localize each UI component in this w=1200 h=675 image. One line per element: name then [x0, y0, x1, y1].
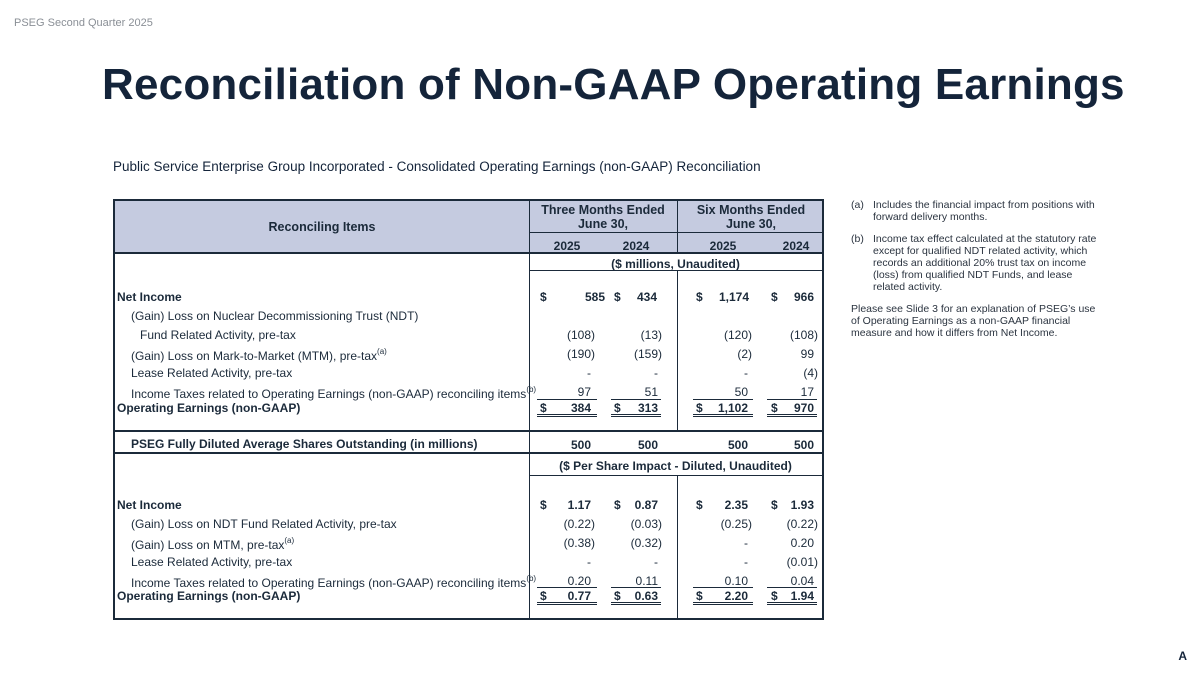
value-cell: (13) [640, 328, 662, 342]
footnote-b-ref: (b) [526, 574, 537, 583]
table-subtitle: Public Service Enterprise Group Incorporated - Consolidated Operating Earnings (non-GAAP) Reconciliation [113, 159, 761, 174]
footnote-a-ref: (a) [377, 347, 387, 356]
value-cell: 313 [637, 401, 658, 415]
value-cell: (108) [789, 328, 818, 342]
dollar-sign: $ [696, 589, 703, 603]
dollar-sign: $ [771, 498, 778, 512]
value-cell: (190) [566, 347, 595, 361]
total-double-line [767, 414, 817, 417]
total-double-line [693, 602, 753, 605]
value-cell: - [587, 366, 591, 380]
total-double-line [537, 414, 597, 417]
row-fund-activity: Fund Related Activity, pre-tax [140, 328, 296, 342]
six-months-header [678, 203, 824, 231]
value-cell: - [587, 555, 591, 569]
col-divider-2a [677, 201, 678, 254]
value-cell: 0.04 [790, 574, 814, 588]
footnote-b-ref: (b) [526, 385, 537, 394]
dollar-sign: $ [540, 401, 547, 415]
value-cell: (0.22) [786, 517, 818, 531]
corner-mark: A [1178, 649, 1187, 663]
value-cell: 2.35 [724, 498, 748, 512]
value-cell: (2) [737, 347, 752, 361]
year-header-q-2024: 2024 [622, 239, 650, 253]
value-cell: - [744, 555, 748, 569]
dollar-sign: $ [614, 498, 621, 512]
footnote-b [851, 233, 1101, 293]
row-net-income-ps: Net Income [117, 498, 182, 512]
dollar-sign: $ [771, 401, 778, 415]
dollar-sign: $ [540, 498, 547, 512]
row-lease-ps: Lease Related Activity, pre-tax [131, 555, 293, 569]
page-title: Reconciliation of Non-GAAP Operating Earnings [102, 60, 1125, 109]
row-lease: Lease Related Activity, pre-tax [131, 366, 293, 380]
three-months-line2: June 30, [577, 217, 629, 231]
value-cell: 1,174 [718, 290, 749, 304]
shares-top-border [115, 430, 822, 432]
six-months-line1: Six Months Ended [696, 203, 806, 217]
value-cell: 966 [793, 290, 814, 304]
row-net-income: Net Income [117, 290, 182, 304]
row-operating-earnings: Operating Earnings (non-GAAP) [117, 401, 301, 415]
value-cell: 384 [570, 401, 591, 415]
value-cell: 0.77 [567, 589, 591, 603]
value-cell: 99 [800, 347, 814, 361]
three-months-header [529, 203, 677, 231]
year-divider-line [529, 232, 822, 233]
value-cell: 500 [570, 438, 591, 452]
value-cell: 0.87 [634, 498, 658, 512]
subtotal-line [537, 587, 597, 588]
value-cell: (0.38) [563, 536, 595, 550]
value-cell: (0.01) [786, 555, 818, 569]
row-income-taxes-label: Income Taxes related to Operating Earnings (non-GAAP) reconciling items [131, 387, 527, 401]
footnote-a-text: Includes the financial impact from positions with forward delivery months. [873, 199, 1095, 223]
year-header-q-2025: 2025 [553, 239, 581, 253]
section2-unit: ($ Per Share Impact - Diluted, Unaudited) [559, 459, 792, 473]
shares-bottom-border [115, 452, 822, 454]
reconciliation-table [113, 199, 824, 620]
value-cell: 50 [734, 385, 748, 399]
header-tag: PSEG Second Quarter 2025 [14, 17, 153, 29]
subtotal-line [767, 399, 817, 400]
value-cell: 0.63 [634, 589, 658, 603]
subtotal-line [537, 399, 597, 400]
dollar-sign: $ [771, 290, 778, 304]
dollar-sign: $ [540, 589, 547, 603]
dollar-sign: $ [614, 401, 621, 415]
footnote-a [851, 199, 1101, 223]
value-cell: (120) [723, 328, 752, 342]
row-income-taxes [131, 385, 536, 401]
six-months-line2: June 30, [725, 217, 777, 231]
value-cell: (108) [566, 328, 595, 342]
row-ndt-gain-loss: (Gain) Loss on Nuclear Decommissioning Trust (NDT) [131, 309, 419, 323]
value-cell: 970 [793, 401, 814, 415]
total-double-line [611, 414, 661, 417]
value-cell: 585 [584, 290, 605, 304]
value-cell: - [654, 555, 658, 569]
total-double-line [611, 602, 661, 605]
value-cell: - [654, 366, 658, 380]
subtotal-line [767, 587, 817, 588]
row-mtm-label: (Gain) Loss on Mark-to-Market (MTM), pre-tax [131, 349, 378, 363]
value-cell: 0.20 [567, 574, 591, 588]
row-income-taxes-ps-label: Income Taxes related to Operating Earnings (non-GAAP) reconciling items [131, 576, 527, 590]
dollar-sign: $ [614, 290, 621, 304]
value-cell: 1,102 [717, 401, 748, 415]
footnote-b-label: (b) [851, 233, 864, 245]
value-cell: 1.94 [790, 589, 814, 603]
value-cell: 500 [637, 438, 658, 452]
total-double-line [537, 602, 597, 605]
footnote-a-label: (a) [851, 199, 864, 211]
col-divider-2b [677, 270, 678, 430]
value-cell: - [744, 536, 748, 550]
footnotes [851, 199, 1101, 339]
value-cell: 51 [644, 385, 658, 399]
row-income-taxes-ps [131, 574, 536, 590]
unit-divider-2 [529, 475, 822, 476]
total-double-line [767, 602, 817, 605]
dollar-sign: $ [614, 589, 621, 603]
slide-reference-note: Please see Slide 3 for an explanation of PSEG’s use of Operating Earnings as a non-GAAP financial measure and how it differs from Net Income. [851, 303, 1096, 339]
value-cell: (0.22) [563, 517, 595, 531]
value-cell: 17 [800, 385, 814, 399]
section1-unit: ($ millions, Unaudited) [611, 257, 740, 271]
value-cell: (4) [803, 366, 818, 380]
row-mtm-ps [131, 536, 294, 552]
value-cell: 1.17 [567, 498, 591, 512]
dollar-sign: $ [771, 589, 778, 603]
three-months-line1: Three Months Ended [541, 203, 665, 217]
value-cell: (0.03) [630, 517, 662, 531]
row-shares: PSEG Fully Diluted Average Shares Outstanding (in millions) [131, 437, 478, 451]
value-cell: - [744, 366, 748, 380]
value-cell: (0.32) [630, 536, 662, 550]
value-cell: 0.20 [790, 536, 814, 550]
subtotal-line [611, 399, 661, 400]
footnote-b-text: Income tax effect calculated at the statutory rate except for qualified NDT related activity, which records an additional 20% trust tax on income (loss) from qualified NDT Funds, and lease related activity. [873, 233, 1097, 293]
dollar-sign: $ [696, 498, 703, 512]
year-header-ytd-2024: 2024 [782, 239, 810, 253]
value-cell: 97 [577, 385, 591, 399]
subtotal-line [693, 587, 753, 588]
value-cell: 500 [793, 438, 814, 452]
value-cell: 1.93 [790, 498, 814, 512]
subtotal-line [611, 587, 661, 588]
value-cell: 500 [727, 438, 748, 452]
year-header-ytd-2025: 2025 [709, 239, 737, 253]
value-cell: 2.20 [724, 589, 748, 603]
value-cell: (0.25) [720, 517, 752, 531]
value-cell: 0.10 [724, 574, 748, 588]
value-cell: 0.11 [635, 574, 658, 588]
total-double-line [693, 414, 753, 417]
row-mtm [131, 347, 387, 363]
value-cell: (159) [633, 347, 662, 361]
dollar-sign: $ [540, 290, 547, 304]
row-mtm-ps-label: (Gain) Loss on MTM, pre-tax [131, 538, 285, 552]
col-divider-2c [677, 475, 678, 620]
subtotal-line [693, 399, 753, 400]
value-cell: 434 [636, 290, 657, 304]
row-operating-earnings-ps: Operating Earnings (non-GAAP) [117, 589, 301, 603]
footnote-a-ref: (a) [284, 536, 295, 545]
dollar-sign: $ [696, 290, 703, 304]
unit-divider-1 [529, 270, 822, 271]
row-ndt-ps: (Gain) Loss on NDT Fund Related Activity, pre-tax [131, 517, 397, 531]
dollar-sign: $ [696, 401, 703, 415]
reconciling-items-header: Reconciling Items [268, 220, 376, 234]
